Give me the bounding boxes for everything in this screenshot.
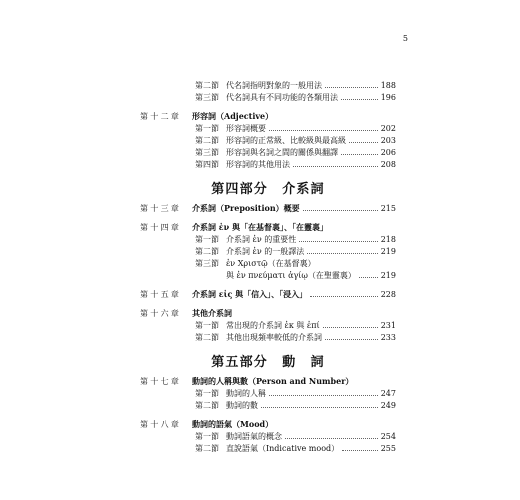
dot-leader: [261, 407, 378, 408]
section-title: 代名詞具有不同功能的各類用法: [226, 93, 338, 102]
toc-section-row: [140, 258, 396, 270]
section-title: 介系詞 ἐν 的一般譯法: [226, 247, 305, 256]
toc-section-row: [140, 431, 396, 443]
page-ref: 218: [380, 235, 396, 244]
toc-section-row: [140, 443, 396, 455]
part-heading: 第四部分 介系詞: [211, 182, 325, 197]
page-number: 5: [402, 34, 408, 43]
section-number: 第三節: [195, 148, 219, 157]
toc-section-row: [140, 80, 396, 92]
toc-section-row: [140, 147, 396, 159]
toc-chapter-row: [140, 376, 396, 388]
section-title: 動詞的數: [226, 401, 258, 410]
page-ref: 202: [380, 124, 396, 133]
chapter-number: 第十五章: [140, 290, 182, 299]
dot-leader: [303, 210, 378, 211]
toc-chapter-row: [140, 222, 396, 234]
section-number: 第一節: [195, 432, 219, 441]
section-title: 介系詞 ἐν 的重要性: [226, 235, 297, 244]
chapter-title: 形容詞（Adjective）: [192, 111, 274, 121]
toc-section-row: [140, 332, 396, 344]
section-title: 形容詞概要: [226, 124, 266, 133]
section-number: 第一節: [195, 124, 219, 133]
dot-leader: [349, 142, 378, 143]
section-number: 第二節: [195, 401, 219, 410]
chapter-title: 動詞的語氣（Mood）: [192, 419, 274, 429]
section-number: 第二節: [195, 333, 219, 342]
section-number: 第二節: [195, 81, 219, 90]
section-number: 第二節: [195, 444, 219, 453]
page-ref: 188: [380, 81, 396, 90]
section-title: 動詞的人稱: [226, 389, 266, 398]
dot-leader: [269, 130, 378, 131]
toc-section-row: [140, 270, 396, 282]
page-ref: 219: [380, 271, 396, 280]
chapter-number: 第十三章: [140, 204, 182, 213]
section-title: 形容詞與名詞之間的關係與翻譯: [226, 148, 338, 157]
chapter-number: 第十八章: [140, 420, 182, 429]
section-title: 形容詞的其他用法: [226, 160, 290, 169]
toc-chapter-row: [140, 111, 396, 123]
chapter-title: 動詞的人稱與數（Person and Number）: [192, 376, 354, 386]
chapter-number: 第十二章: [140, 112, 182, 121]
section-title: 與 ἐν πνεύματι ἁγίῳ（在聖靈裏）: [226, 271, 356, 280]
chapter-number: 第十七章: [140, 377, 182, 386]
section-title: 形容詞的正常級、比較級與最高級: [226, 136, 346, 145]
section-number: 第三節: [195, 93, 219, 102]
page-ref: 247: [380, 389, 396, 398]
toc-section-row: [140, 123, 396, 135]
toc-chapter-row: [140, 203, 396, 215]
toc-chapter-row: [140, 289, 396, 301]
dot-leader: [285, 438, 378, 439]
page-ref: 208: [380, 160, 396, 169]
section-title: 代名詞指明對象的一般用法: [226, 81, 322, 90]
dot-leader: [323, 327, 378, 328]
section-number: 第一節: [195, 389, 219, 398]
dot-leader: [307, 253, 377, 254]
toc-section-row: [140, 320, 396, 332]
page-ref: 254: [380, 432, 396, 441]
section-title: ἐν Χριστῷ（在基督裏）: [226, 259, 316, 268]
section-title: 直說語氣（Indicative mood）: [226, 444, 340, 453]
page-ref: 228: [380, 290, 396, 299]
page-ref: 206: [380, 148, 396, 157]
page-ref: 249: [380, 401, 396, 410]
section-title: 動詞語氣的概念: [226, 432, 282, 441]
page-ref: 255: [380, 444, 396, 453]
dot-leader: [269, 395, 378, 396]
page-ref: 219: [380, 247, 396, 256]
section-number: 第二節: [195, 136, 219, 145]
dot-leader: [293, 166, 378, 167]
section-number: 第一節: [195, 321, 219, 330]
section-number: 第三節: [195, 259, 219, 268]
toc-chapter-row: [140, 308, 396, 320]
toc-section-row: [140, 246, 396, 258]
table-of-contents: [140, 80, 396, 455]
page-ref: 231: [380, 321, 396, 330]
dot-leader: [359, 277, 378, 278]
toc-section-row: [140, 400, 396, 412]
dot-leader: [341, 99, 378, 100]
page-ref: 233: [380, 333, 396, 342]
page-ref: 215: [380, 204, 396, 213]
chapter-number: 第十四章: [140, 223, 182, 232]
toc-section-row: [140, 159, 396, 171]
dot-leader: [325, 339, 378, 340]
dot-leader: [310, 296, 378, 297]
section-title: 其他出現頻率較低的介系詞: [226, 333, 322, 342]
toc-section-row: [140, 92, 396, 104]
chapter-title: 其他介系詞: [192, 308, 232, 318]
chapter-title: 介系詞 ἐν 與「在基督裏」、「在靈裏」: [192, 222, 328, 232]
toc-chapter-row: [140, 419, 396, 431]
page-ref: 203: [380, 136, 396, 145]
section-title: 常出現的介系詞 ἐκ 與 ἐπί: [226, 321, 320, 330]
chapter-title: 介系詞 εἰς 與「信入」、「浸入」: [192, 289, 308, 299]
toc-section-row: [140, 388, 396, 400]
toc-section-row: [140, 234, 396, 246]
chapter-title: 介系詞（Preposition）概要: [192, 203, 300, 213]
toc-section-row: [140, 135, 396, 147]
chapter-number: 第十六章: [140, 309, 182, 318]
dot-leader: [325, 87, 378, 88]
dot-leader: [342, 450, 378, 451]
section-number: 第二節: [195, 247, 219, 256]
section-number: 第一節: [195, 235, 219, 244]
section-number: 第四節: [195, 160, 219, 169]
dot-leader: [299, 241, 377, 242]
part-heading: 第五部分 動 詞: [211, 355, 325, 370]
page-ref: 196: [380, 93, 396, 102]
dot-leader: [341, 154, 378, 155]
